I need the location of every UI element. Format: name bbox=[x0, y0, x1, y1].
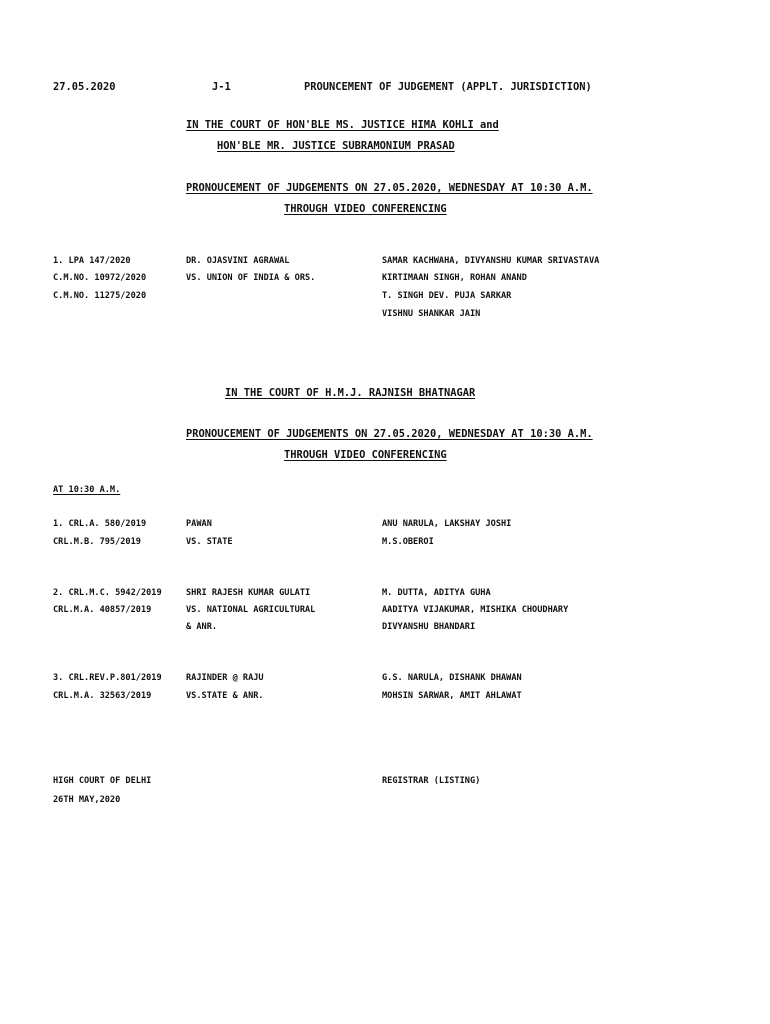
case-party: RAJINDER @ RAJU bbox=[186, 673, 264, 683]
case-party: PAWAN bbox=[186, 519, 212, 529]
case-counsel: VISHNU SHANKAR JAIN bbox=[382, 309, 481, 319]
court1-pronouncement-line1: PRONOUCEMENT OF JUDGEMENTS ON 27.05.2020, WEDNESDAY AT 10:30 A.M. bbox=[186, 182, 593, 194]
case-party: VS. UNION OF INDIA & ORS. bbox=[186, 273, 316, 283]
case-party: VS. NATIONAL AGRICULTURAL bbox=[186, 605, 316, 615]
case-application: CRL.M.B. 795/2019 bbox=[53, 537, 141, 547]
court1-pronouncement-line2: THROUGH VIDEO CONFERENCING bbox=[284, 203, 447, 215]
listing-title: PROUNCEMENT OF JUDGEMENT (APPLT. JURISDICTION) bbox=[304, 81, 592, 93]
case-counsel: T. SINGH DEV. PUJA SARKAR bbox=[382, 291, 512, 301]
case-party: DR. OJASVINI AGRAWAL bbox=[186, 256, 290, 266]
case-counsel: DIVYANSHU BHANDARI bbox=[382, 622, 476, 632]
case-application: C.M.NO. 10972/2020 bbox=[53, 273, 147, 283]
listing-code: J-1 bbox=[212, 81, 231, 93]
case-number: 1. CRL.A. 580/2019 bbox=[53, 519, 147, 529]
case-party: VS. STATE bbox=[186, 537, 233, 547]
court1-bench-line2: HON'BLE MR. JUSTICE SUBRAMONIUM PRASAD bbox=[217, 140, 455, 152]
case-counsel: KIRTIMAAN SINGH, ROHAN ANAND bbox=[382, 273, 527, 283]
case-counsel: AADITYA VIJAKUMAR, MISHIKA CHOUDHARY bbox=[382, 605, 569, 615]
case-counsel: MOHSIN SARWAR, AMIT AHLAWAT bbox=[382, 691, 522, 701]
footer-registrar: REGISTRAR (LISTING) bbox=[382, 776, 481, 786]
court2-pronouncement-line1: PRONOUCEMENT OF JUDGEMENTS ON 27.05.2020, WEDNESDAY AT 10:30 A.M. bbox=[186, 428, 593, 440]
case-application: C.M.NO. 11275/2020 bbox=[53, 291, 147, 301]
footer-date: 26TH MAY,2020 bbox=[53, 795, 121, 805]
case-counsel: ANU NARULA, LAKSHAY JOSHI bbox=[382, 519, 512, 529]
case-number: 1. LPA 147/2020 bbox=[53, 256, 131, 266]
case-counsel: M. DUTTA, ADITYA GUHA bbox=[382, 588, 491, 598]
court2-title: IN THE COURT OF H.M.J. RAJNISH BHATNAGAR bbox=[225, 387, 476, 399]
case-number: 2. CRL.M.C. 5942/2019 bbox=[53, 588, 162, 598]
case-party: SHRI RAJESH KUMAR GULATI bbox=[186, 588, 311, 598]
case-number: 3. CRL.REV.P.801/2019 bbox=[53, 673, 162, 683]
case-party: VS.STATE & ANR. bbox=[186, 691, 264, 701]
case-application: CRL.M.A. 40857/2019 bbox=[53, 605, 152, 615]
case-party: & ANR. bbox=[186, 622, 218, 632]
footer-court: HIGH COURT OF DELHI bbox=[53, 776, 152, 786]
court1-bench-line1: IN THE COURT OF HON'BLE MS. JUSTICE HIMA KOHLI and bbox=[186, 119, 499, 131]
case-counsel: G.S. NARULA, DISHANK DHAWAN bbox=[382, 673, 522, 683]
listing-date: 27.05.2020 bbox=[53, 81, 116, 93]
case-application: CRL.M.A. 32563/2019 bbox=[53, 691, 152, 701]
case-counsel: SAMAR KACHWAHA, DIVYANSHU KUMAR SRIVASTAVA bbox=[382, 256, 600, 266]
case-counsel: M.S.OBEROI bbox=[382, 537, 434, 547]
court2-pronouncement-line2: THROUGH VIDEO CONFERENCING bbox=[284, 449, 447, 461]
court2-time: AT 10:30 A.M. bbox=[53, 485, 121, 495]
